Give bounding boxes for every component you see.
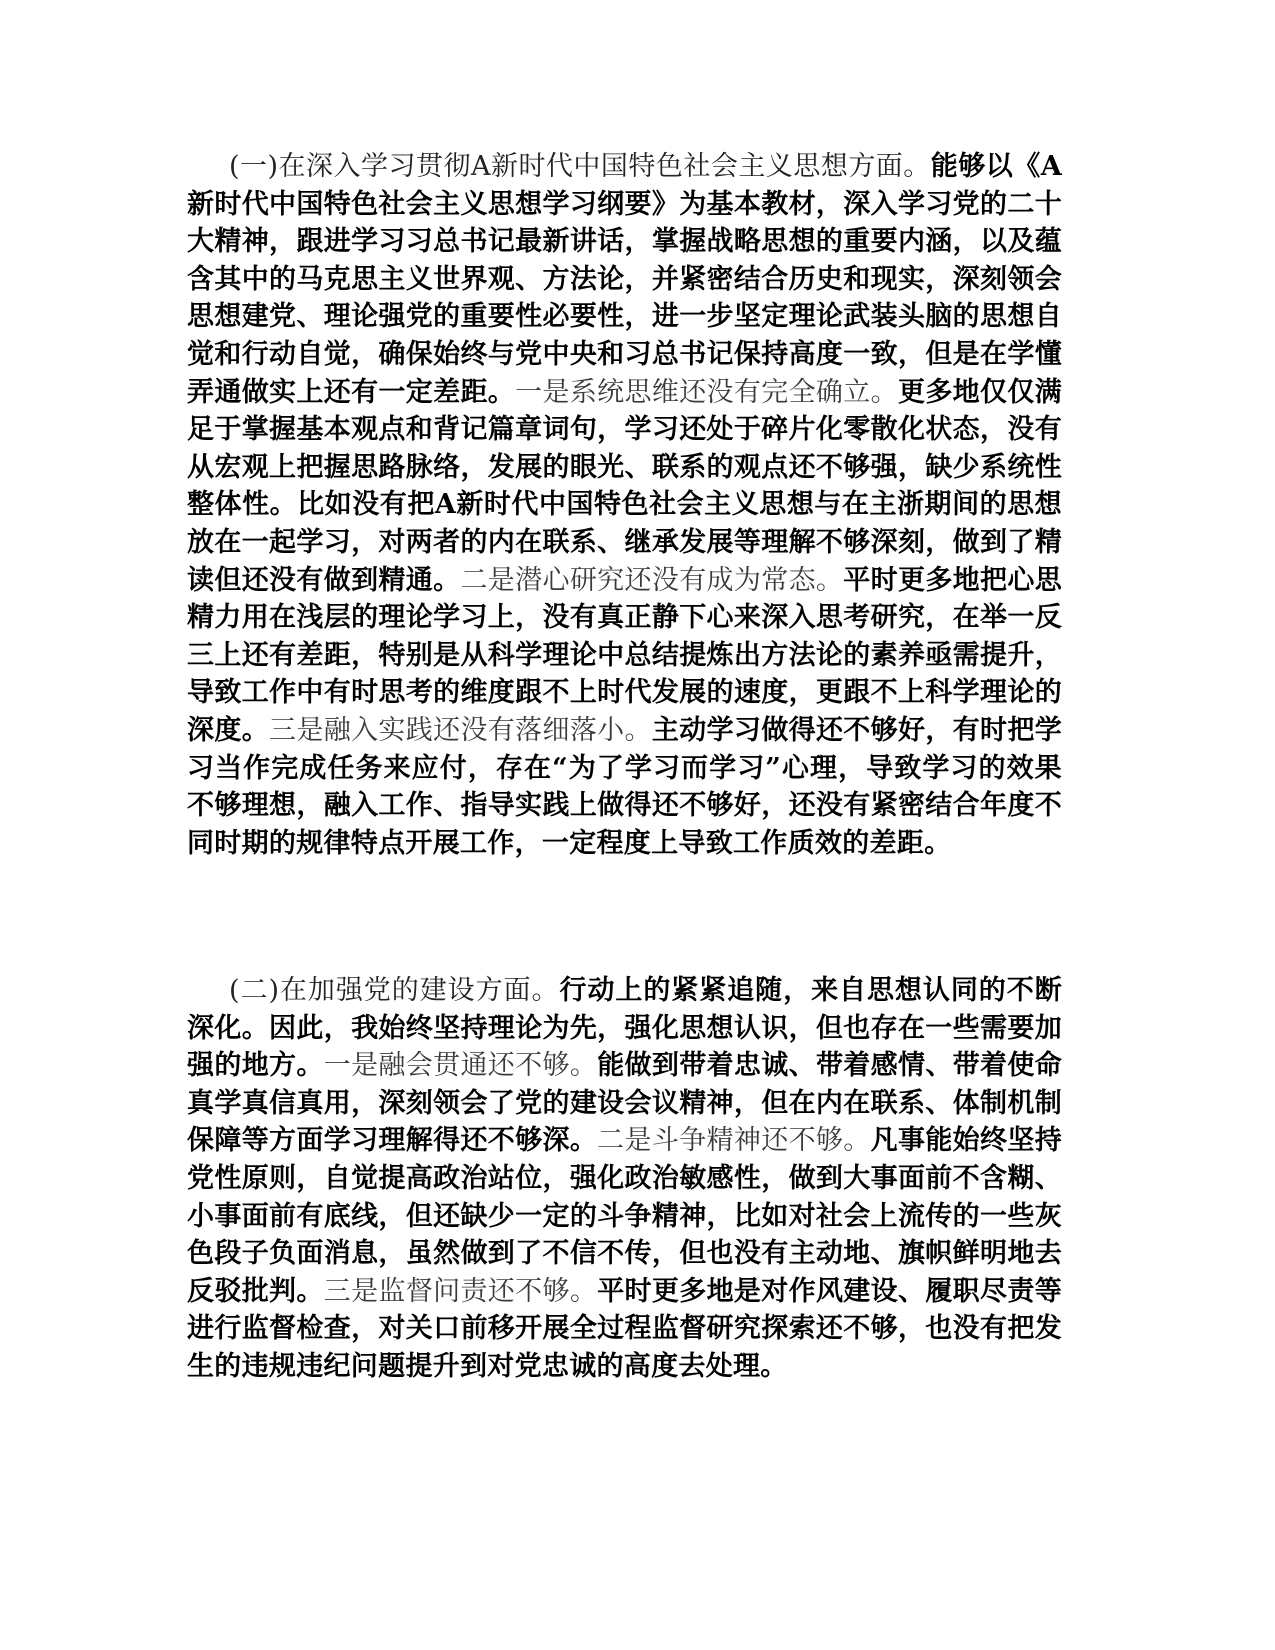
section-2-point-3-lead: 三是监督问责还不够。 (323, 1275, 598, 1307)
paragraph-section-1 (187, 148, 1062, 862)
section-2-point-1-lead: 一是融会贯通还不够。 (323, 1050, 598, 1082)
section-2-point-3-body: 平时更多地是对作风建设、履职尽责等进行监督检查，对关口前移开展全过程监督研究探索还不够，也没有把发生的违规违纪问题提升到对党忠诚的高度去处理。 (187, 1275, 1063, 1382)
section-2-point-2-lead: 二是斗争精神还不够。 (597, 1125, 871, 1157)
section-1-point-3-lead: 三是融入实践还没有落细落小。 (269, 714, 652, 746)
section-1-point-1-body: 更多地仅仅满足于掌握基本观点和背记篇章词句，学习还处于碎片化零散化状态，没有从宏观上把握思路脉络，发展的眼光、联系的观点还不够强，缺少系统性整体性。比如没有把A新时代中国特色社会主义思想与在主浙期间的思想放在一起学习，对两者的内在联系、继承发展等理解不够深刻，做到了精读但还没有做到精通。 (187, 376, 1062, 596)
section-1-intro: 能够以《A新时代中国特色社会主义思想学习纲要》为基本教材，深入学习党的二十大精神，跟进学习习总书记最新讲话，掌握战略思想的重要内涵，以及蕴含其中的马克思主义世界观、方法论，并紧密结合历史和现实，深刻领会思想建党、理论强党的重要性必要性，进一步坚定理论武装头脑的思想自觉和行动自觉，确保始终与党中央和习总书记保持高度一致，但是在学懂弄通做实上还有一定差距。 (187, 151, 1063, 408)
section-2-point-2-body: 凡事能始终坚持党性原则，自觉提高政治站位，强化政治敏感性，做到大事面前不含糊、小事面前有底线，但还缺少一定的斗争精神，比如对社会上流传的一些灰色段子负面消息，虽然做到了不信不传，但也没有主动地、旗帜鲜明地去反驳批判。 (187, 1125, 1062, 1307)
paragraph-section-2 (187, 972, 1062, 1386)
section-1-point-2-lead: 二是潜心研究还没有成为常态。 (460, 564, 844, 596)
section-1-point-1-lead: 一是系统思维还没有完全确立。 (515, 376, 898, 408)
section-2-intro: 行动上的紧紧追随，来自思想认同的不断深化。因此，我始终坚持理论为先，强化思想认识，但也存在一些需要加强的地方。 (187, 975, 1063, 1082)
section-2-heading: (二)在加强党的建设方面。 (229, 975, 560, 1006)
section-1-heading: (一)在深入学习贯彻A新时代中国特色社会主义思想方面。 (229, 151, 931, 182)
section-1-point-3-body: 主动学习做得还不够好，有时把学习当作完成任务来应付，存在“为了学习而学习”心理，导致学习的效果不够理想，融入工作、指导实践上做得还不够好，还没有紧密结合年度不同时期的规律特点开展工作，一定程度上导致工作质效的差距。 (187, 714, 1063, 859)
section-2-point-1-body: 能做到带着忠诚、带着感情、带着使命真学真信真用，深刻领会了党的建设会议精神，但在内在联系、体制机制保障等方面学习理解得还不够深。 (187, 1050, 1063, 1157)
section-1-point-2-body: 平时更多地把心思精力用在浅层的理论学习上，没有真正静下心来深入思考研究，在举一反三上还有差距，特别是从科学理论中总结提炼出方法论的素养亟需提升，导致工作中有时思考的维度跟不上时代发展的速度，更跟不上科学理论的深度。 (187, 564, 1062, 746)
